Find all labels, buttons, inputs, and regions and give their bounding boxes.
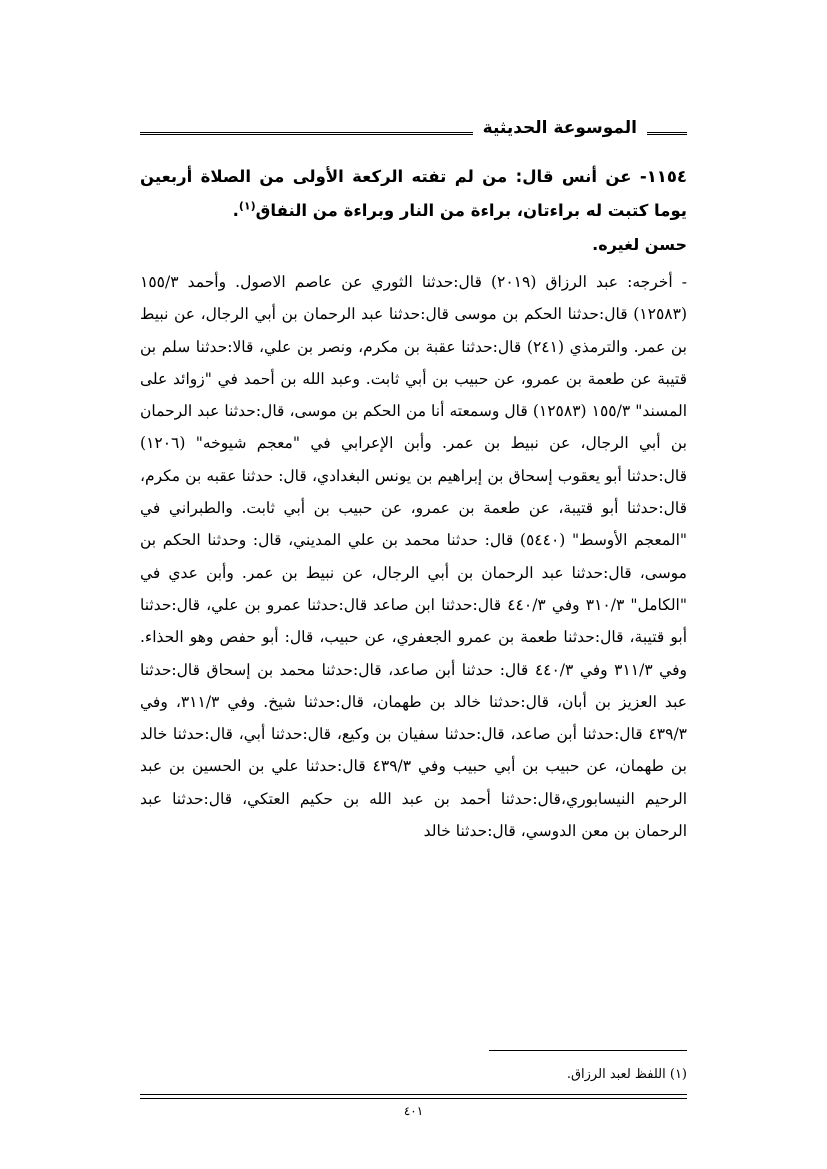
hadith-grade: حسن لغيره. bbox=[592, 235, 687, 254]
header-rule-right bbox=[647, 129, 687, 135]
footnote-marker[interactable]: (١) bbox=[238, 199, 256, 213]
header-title: الموسوعة الحديثية bbox=[482, 118, 637, 138]
main-content bbox=[140, 160, 687, 847]
header-rule-left bbox=[140, 129, 473, 135]
hadith-text bbox=[140, 160, 687, 228]
takhrij-paragraph: - أخرجه: عبد الرزاق (٢٠١٩) قال:حدثنا الثوري عن عاصم الاصول. وأحمد ١٥٥/٣ (١٢٥٨٣) قال:حدثنا الحكم بن موسى قال:حدثنا عبد الرحمان بن أبي الرجال، عن نبيط بن عمر. والترمذي (٢٤١) قال:حدثنا عقبة بن مكرم، ونصر بن علي، قالا:حدثنا سلم بن قتيبة عن طعمة بن عمرو، عن حبيب بن أبي ثابت. وعبد الله بن أحمد في "زوائد على المسند" ١٥٥/٣ (١٢٥٨٣) قال وسمعته أنا من الحكم بن موسى، قال:حدثنا عبد الرحمان بن أبي الرجال، عن نبيط بن عمر. وأبن الإعرابي في "معجم شيوخه" (١٢٠٦) قال:حدثنا أبو يعقوب إسحاق بن إبراهيم بن يونس البغدادي، قال: حدثنا عقبه بن مكرم، قال:حدثنا أبو قتيبة، عن طعمة بن عمرو، عن حبيب بن أبي ثابت. والطبراني في "المعجم الأوسط" (٥٤٤٠) قال: حدثنا محمد بن علي المديني، قال: وحدثنا الحكم بن موسى، قال:حدثنا عبد الرحمان بن أبي الرجال، عن نبيط بن عمر. وأبن عدي في "الكامل" ٣١٠/٣ وفي ٤٤٠/٣ قال:حدثنا ابن صاعد قال:حدثنا عمرو بن علي، قال:حدثنا أبو قتيبة، قال:حدثنا طعمة بن عمرو الجعفري، عن حبيب، قال: أبو حفص وهو الحذاء. وفي ٣١١/٣ وفي ٤٤٠/٣ قال: حدثنا أبن صاعد، قال:حدثنا محمد بن إسحاق قال:حدثنا عبد العزيز بن أبان، قال:حدثنا خالد بن طهمان، قال:حدثنا شيخ. وفي ٣١١/٣، وفي ٤٣٩/٣ قال:حدثنا أبن صاعد، قال:حدثنا سفيان بن وكيع، قال:حدثنا أبي، قال:حدثنا خالد بن طهمان، عن حبيب بن أبي حبيب وفي ٤٣٩/٣ قال:حدثنا علي بن الحسين بن عبد الرحيم النيسابوري،قال:حدثنا أحمد بن عبد الله بن حكيم العتكي، قال:حدثنا عبد الرحمان بن معن الدوسي، قال:حدثنا خالد bbox=[140, 273, 688, 841]
hadith-end: . bbox=[232, 201, 239, 220]
footnote-divider bbox=[489, 1050, 687, 1051]
footer-rule bbox=[140, 1094, 687, 1099]
running-header bbox=[140, 116, 687, 140]
page-number: ٤٠١ bbox=[403, 1104, 424, 1118]
hadith-body: ١١٥٤- عن أنس قال: من لم تفته الركعة الأولى من الصلاة أربعين يوما كتبت له براءتان، براءة من النار وبراءة من النفاق bbox=[140, 167, 687, 220]
footnote-text: (١) اللفظ لعبد الرزاق. bbox=[566, 1067, 687, 1082]
